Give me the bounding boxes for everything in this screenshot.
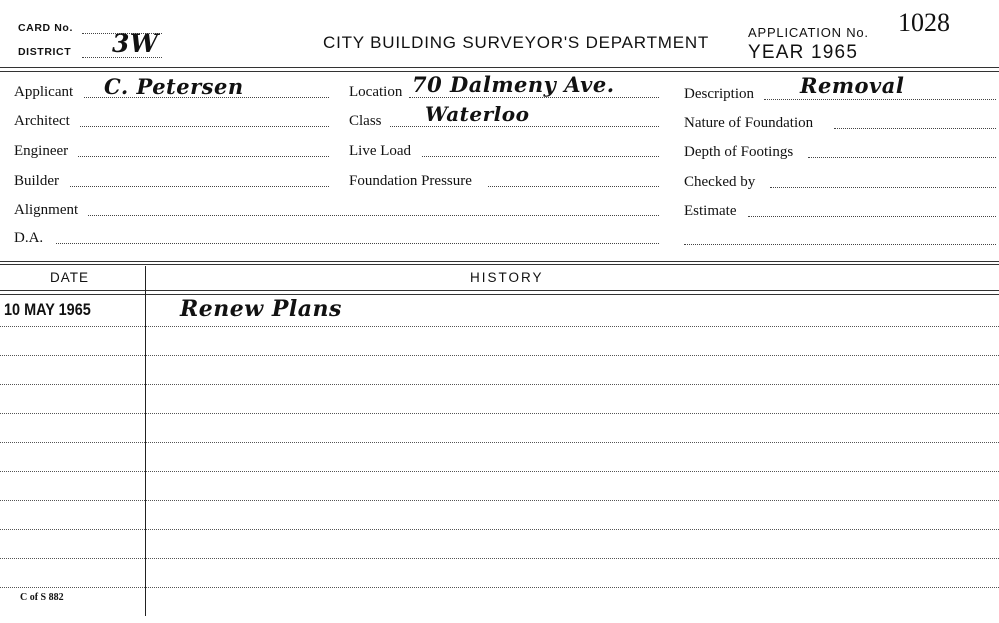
engineer-line (78, 156, 329, 157)
history-header-rule (0, 290, 999, 291)
header-rule-top (0, 67, 999, 68)
history-entry-text: Renew Plans (180, 296, 342, 322)
location-value: 70 Dalmeny Ave. (412, 72, 615, 97)
district-value: 3W (112, 29, 159, 58)
district-label: DISTRICT (18, 46, 72, 58)
applicant-label: Applicant (14, 84, 74, 100)
depth-of-footings-label: Depth of Footings (684, 144, 794, 160)
live-load-line (422, 156, 659, 157)
depth-of-footings-line (808, 157, 996, 158)
date-column-header: DATE (50, 270, 90, 285)
architect-line (80, 126, 329, 127)
history-row-line (0, 384, 999, 385)
history-header-rule2 (0, 294, 999, 295)
applicant-value: C. Petersen (104, 74, 244, 99)
form-code: C of S 882 (20, 592, 64, 603)
location-line (409, 97, 659, 98)
location-value-line2: Waterloo (425, 102, 530, 126)
builder-label: Builder (14, 173, 59, 189)
history-row-line (0, 529, 999, 530)
estimate-line (748, 216, 996, 217)
history-row-line (0, 326, 999, 327)
history-column-header: HISTORY (470, 270, 544, 285)
description-value: Removal (800, 73, 905, 98)
live-load-label: Live Load (349, 143, 412, 159)
department-title: CITY BUILDING SURVEYOR'S DEPARTMENT (323, 33, 710, 52)
column-divider (145, 266, 146, 616)
card-no-label: CARD No. (18, 22, 73, 34)
history-row-line (0, 500, 999, 501)
builder-line (70, 186, 329, 187)
location-label: Location (349, 84, 403, 100)
history-rule-top (0, 261, 999, 262)
application-no-label: APPLICATION No. (748, 25, 869, 40)
history-row-line (0, 413, 999, 414)
class-line (390, 126, 659, 127)
history-row-line (0, 355, 999, 356)
da-label: D.A. (14, 230, 44, 246)
history-row-line (0, 471, 999, 472)
foundation-pressure-line (488, 186, 659, 187)
history-rule-top2 (0, 264, 999, 265)
checked-by-label: Checked by (684, 174, 756, 190)
nature-of-foundation-label: Nature of Foundation (684, 115, 814, 131)
architect-label: Architect (14, 113, 70, 129)
application-no-value: 1028 (898, 8, 950, 37)
alignment-line (88, 215, 659, 216)
history-entry-date: 10 MAY 1965 (4, 300, 91, 319)
extra-line (684, 244, 996, 245)
class-label: Class (349, 113, 382, 129)
description-label: Description (684, 86, 754, 102)
checked-by-line (770, 187, 996, 188)
estimate-label: Estimate (684, 203, 737, 219)
history-row-line (0, 558, 999, 559)
engineer-label: Engineer (14, 143, 69, 159)
description-line (764, 99, 996, 100)
nature-of-foundation-line (834, 128, 996, 129)
da-line (56, 243, 659, 244)
year-label: YEAR 1965 (748, 42, 859, 63)
history-row-line (0, 442, 999, 443)
history-row-line (0, 587, 999, 588)
foundation-pressure-label: Foundation Pressure (349, 173, 472, 189)
alignment-label: Alignment (14, 202, 79, 218)
